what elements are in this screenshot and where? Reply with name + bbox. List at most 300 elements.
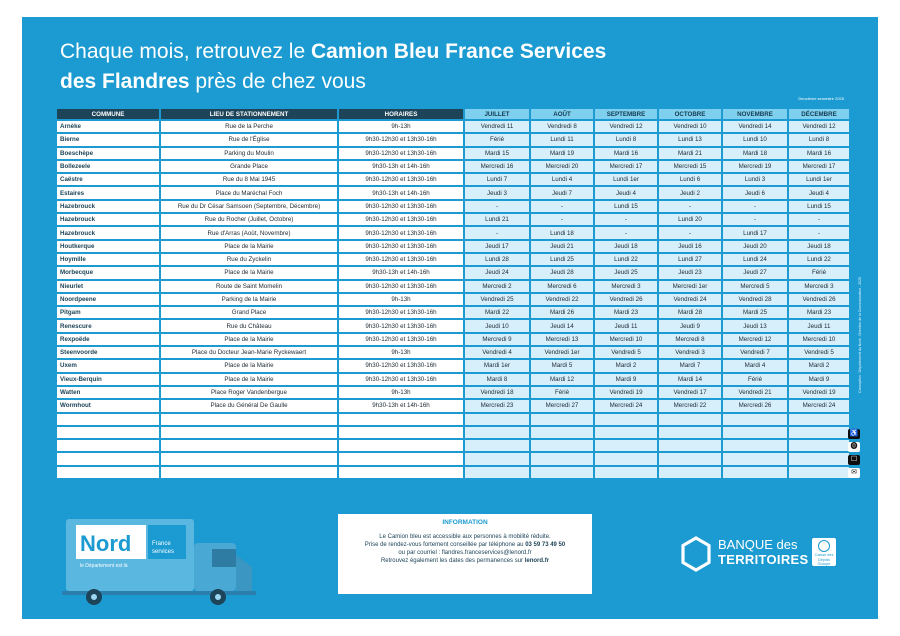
table-row bbox=[57, 214, 849, 225]
column-header: LIEU DE STATIONNEMENT bbox=[161, 109, 337, 119]
empty-cell bbox=[465, 453, 529, 464]
date-cell: Vendredi 19 bbox=[789, 387, 849, 398]
date-cell: Vendredi 17 bbox=[659, 387, 721, 398]
date-cell: - bbox=[659, 201, 721, 212]
hours-cell: 9h30-12h30 et 13h30-16h bbox=[339, 320, 463, 331]
table-row bbox=[57, 334, 849, 345]
empty-cell bbox=[723, 453, 787, 464]
date-cell: Férié bbox=[465, 134, 529, 145]
info-phone-text: Prise de rendez-vous fortement conseillée par téléphone au bbox=[364, 542, 526, 548]
empty-cell bbox=[339, 453, 463, 464]
table-row bbox=[57, 387, 849, 398]
table-row bbox=[57, 360, 849, 371]
title-part-4: près de chez vous bbox=[189, 70, 366, 93]
empty-cell bbox=[789, 453, 849, 464]
date-cell: Vendredi 1er bbox=[531, 347, 593, 358]
location-cell: Rue du Château bbox=[161, 320, 337, 331]
date-cell: Vendredi 19 bbox=[595, 387, 657, 398]
empty-cell bbox=[339, 414, 463, 425]
location-cell: Rue du Zyckelin bbox=[161, 254, 337, 265]
date-cell: Mercredi 9 bbox=[465, 334, 529, 345]
empty-cell bbox=[789, 467, 849, 478]
date-cell: Mercredi 23 bbox=[465, 400, 529, 411]
date-cell: Mercredi 27 bbox=[531, 400, 593, 411]
date-cell: Vendredi 14 bbox=[723, 121, 787, 132]
table-row bbox=[57, 121, 849, 132]
date-cell: Jeudi 14 bbox=[531, 320, 593, 331]
bdt-name bbox=[718, 538, 808, 568]
location-cell: Rue de la Perche bbox=[161, 121, 337, 132]
empty-cell bbox=[531, 427, 593, 438]
date-cell: Lundi 28 bbox=[465, 254, 529, 265]
hexagon-icon bbox=[680, 536, 712, 572]
date-cell: Mercredi 24 bbox=[595, 400, 657, 411]
commune-cell: Estaires bbox=[57, 187, 159, 198]
hours-cell: 9h-13h bbox=[339, 294, 463, 305]
empty-cell bbox=[161, 453, 337, 464]
cdc-label: Caisse des Dépôts Groupe bbox=[814, 553, 834, 566]
date-cell: - bbox=[789, 227, 849, 238]
date-cell: Lundi 21 bbox=[465, 214, 529, 225]
column-header: SEPTEMBRE bbox=[595, 109, 657, 119]
date-cell: Mardi 16 bbox=[595, 148, 657, 159]
commune-cell: Caëstre bbox=[57, 174, 159, 185]
date-cell: Vendredi 12 bbox=[789, 121, 849, 132]
title-part-2: Camion Bleu France Services bbox=[310, 40, 607, 63]
commune-cell: Steenvoorde bbox=[57, 347, 159, 358]
hours-cell: 9h-13h bbox=[339, 121, 463, 132]
date-cell: Mercredi 22 bbox=[659, 400, 721, 411]
empty-cell bbox=[57, 453, 159, 464]
date-cell: Lundi 8 bbox=[595, 134, 657, 145]
empty-cell bbox=[723, 440, 787, 451]
table-row bbox=[57, 307, 849, 318]
location-cell: Rue d'Arras (Août, Novembre) bbox=[161, 227, 337, 238]
date-cell: Férié bbox=[531, 387, 593, 398]
info-website-text: Retrouvez également les dates des permanences sur bbox=[380, 558, 525, 564]
truck-tagline: le Département est là bbox=[80, 563, 128, 569]
date-cell: Mercredi 3 bbox=[789, 281, 849, 292]
date-cell: Jeudi 28 bbox=[531, 267, 593, 278]
empty-cell bbox=[723, 427, 787, 438]
commune-cell: Boeschèpe bbox=[57, 148, 159, 159]
table-row bbox=[57, 374, 849, 385]
date-cell: Mercredi 8 bbox=[659, 334, 721, 345]
date-cell: Mardi 2 bbox=[595, 360, 657, 371]
date-cell: Vendredi 18 bbox=[465, 387, 529, 398]
date-cell: Mercredi 20 bbox=[531, 161, 593, 172]
date-cell: Lundi 15 bbox=[595, 201, 657, 212]
date-cell: Mercredi 1er bbox=[659, 281, 721, 292]
commune-cell: Renescure bbox=[57, 320, 159, 331]
table-row bbox=[57, 161, 849, 172]
date-cell: Jeudi 18 bbox=[595, 241, 657, 252]
column-header: OCTOBRE bbox=[659, 109, 721, 119]
column-header: DÉCEMBRE bbox=[789, 109, 849, 119]
date-cell: Jeudi 4 bbox=[789, 187, 849, 198]
date-cell: - bbox=[723, 214, 787, 225]
date-cell: Jeudi 13 bbox=[723, 320, 787, 331]
date-cell: - bbox=[595, 214, 657, 225]
date-cell: Mardi 7 bbox=[659, 360, 721, 371]
column-header: AOÛT bbox=[531, 109, 593, 119]
date-cell: - bbox=[465, 227, 529, 238]
date-cell: Jeudi 25 bbox=[595, 267, 657, 278]
hours-cell: 9h30-13h et 14h-16h bbox=[339, 161, 463, 172]
date-cell: Vendredi 12 bbox=[595, 121, 657, 132]
date-cell: Jeudi 3 bbox=[465, 187, 529, 198]
location-cell: Route de Saint Momelin bbox=[161, 281, 337, 292]
bdt-des: des bbox=[776, 537, 798, 552]
date-cell: Lundi 3 bbox=[723, 174, 787, 185]
table-row bbox=[57, 134, 849, 145]
date-cell: Mercredi 19 bbox=[723, 161, 787, 172]
date-cell: Jeudi 23 bbox=[659, 267, 721, 278]
empty-cell bbox=[789, 440, 849, 451]
empty-cell bbox=[465, 467, 529, 478]
commune-cell: Hazebrouck bbox=[57, 201, 159, 212]
date-cell: Mercredi 10 bbox=[595, 334, 657, 345]
location-cell: Grand Place bbox=[161, 307, 337, 318]
date-cell: Jeudi 10 bbox=[465, 320, 529, 331]
title-part-3: des Flandres bbox=[60, 70, 190, 93]
location-cell: Place du Docteur Jean-Marie Ryckewaert bbox=[161, 347, 337, 358]
cdc-circle-icon bbox=[818, 540, 830, 552]
date-cell: Mercredi 15 bbox=[659, 161, 721, 172]
location-cell: Place de la Mairie bbox=[161, 334, 337, 345]
date-cell: Mercredi 2 bbox=[465, 281, 529, 292]
bdt-banque: BANQUE bbox=[718, 537, 773, 552]
date-cell: Vendredi 28 bbox=[723, 294, 787, 305]
empty-row bbox=[57, 427, 849, 438]
info-heading: INFORMATION bbox=[442, 519, 488, 526]
info-website-line bbox=[338, 557, 592, 565]
table-row bbox=[57, 227, 849, 238]
empty-cell bbox=[161, 427, 337, 438]
table-row bbox=[57, 241, 849, 252]
date-cell: Lundi 27 bbox=[659, 254, 721, 265]
date-cell: Jeudi 24 bbox=[465, 267, 529, 278]
date-cell: Jeudi 11 bbox=[595, 320, 657, 331]
semester-label: Deuxième semestre 2025 bbox=[798, 96, 844, 101]
table-row bbox=[57, 254, 849, 265]
empty-cell bbox=[659, 440, 721, 451]
info-icon: ⓿ bbox=[848, 442, 860, 452]
accessibility-badges bbox=[848, 429, 860, 481]
date-cell: Jeudi 7 bbox=[531, 187, 593, 198]
date-cell: Mardi 23 bbox=[595, 307, 657, 318]
location-cell: Place du Général De Gaulle bbox=[161, 400, 337, 411]
date-cell: Mercredi 6 bbox=[531, 281, 593, 292]
table-row bbox=[57, 294, 849, 305]
truck-illustration bbox=[62, 515, 272, 607]
date-cell: Vendredi 7 bbox=[723, 347, 787, 358]
hours-cell: 9h-13h bbox=[339, 387, 463, 398]
empty-cell bbox=[57, 440, 159, 451]
banque-des-territoires-logo bbox=[680, 536, 870, 576]
column-header: HORAIRES bbox=[339, 109, 463, 119]
commune-cell: Nieurlet bbox=[57, 281, 159, 292]
date-cell: Lundi 18 bbox=[531, 227, 593, 238]
info-phone-line bbox=[338, 541, 592, 549]
date-cell: Lundi 7 bbox=[465, 174, 529, 185]
date-cell: Lundi 17 bbox=[723, 227, 787, 238]
date-cell: Jeudi 2 bbox=[659, 187, 721, 198]
empty-cell bbox=[723, 467, 787, 478]
date-cell: Vendredi 3 bbox=[659, 347, 721, 358]
commune-cell: Watten bbox=[57, 387, 159, 398]
hours-cell: 9h30-12h30 et 13h30-16h bbox=[339, 360, 463, 371]
tablet-icon: ☐ bbox=[848, 455, 860, 465]
table-header-row bbox=[57, 109, 849, 119]
empty-cell bbox=[531, 440, 593, 451]
cdc-logo bbox=[812, 538, 836, 566]
table-row bbox=[57, 281, 849, 292]
empty-cell bbox=[789, 427, 849, 438]
table-row bbox=[57, 148, 849, 159]
info-accessibility: Le Camion bleu est accessible aux personnes à mobilité réduite. bbox=[379, 534, 551, 540]
hours-cell: 9h30-12h30 et 13h30-16h bbox=[339, 254, 463, 265]
commune-cell: Hazebrouck bbox=[57, 214, 159, 225]
date-cell: Vendredi 5 bbox=[789, 347, 849, 358]
date-cell: Mardi 14 bbox=[659, 374, 721, 385]
date-cell: Vendredi 26 bbox=[789, 294, 849, 305]
empty-row bbox=[57, 414, 849, 425]
empty-cell bbox=[339, 440, 463, 451]
date-cell: Lundi 20 bbox=[659, 214, 721, 225]
credits-text: Conception : Département du Nord - Direction de la Communication - 2025 bbox=[858, 277, 862, 393]
date-cell: Lundi 22 bbox=[595, 254, 657, 265]
date-cell: Lundi 1er bbox=[595, 174, 657, 185]
date-cell: Vendredi 8 bbox=[531, 121, 593, 132]
location-cell: Rue du Rocher (Juillet, Octobre) bbox=[161, 214, 337, 225]
date-cell: Lundi 15 bbox=[789, 201, 849, 212]
empty-cell bbox=[659, 453, 721, 464]
commune-cell: Hoymille bbox=[57, 254, 159, 265]
location-cell: Place de la Mairie bbox=[161, 360, 337, 371]
commune-cell: Noordpeene bbox=[57, 294, 159, 305]
empty-row bbox=[57, 467, 849, 478]
empty-cell bbox=[161, 467, 337, 478]
commune-cell: Wormhout bbox=[57, 400, 159, 411]
empty-cell bbox=[465, 427, 529, 438]
empty-cell bbox=[659, 467, 721, 478]
commune-cell: Bierne bbox=[57, 134, 159, 145]
date-cell: Mardi 9 bbox=[595, 374, 657, 385]
date-cell: Mercredi 10 bbox=[789, 334, 849, 345]
date-cell: - bbox=[531, 214, 593, 225]
column-header: COMMUNE bbox=[57, 109, 159, 119]
commune-cell: Rexpoëde bbox=[57, 334, 159, 345]
empty-cell bbox=[465, 440, 529, 451]
date-cell: Jeudi 16 bbox=[659, 241, 721, 252]
table-row bbox=[57, 347, 849, 358]
hours-cell: 9h30-12h30 et 13h30-16h bbox=[339, 201, 463, 212]
empty-cell bbox=[789, 414, 849, 425]
empty-cell bbox=[723, 414, 787, 425]
commune-cell: Pitgam bbox=[57, 307, 159, 318]
location-cell: Place de la Mairie bbox=[161, 267, 337, 278]
date-cell: Lundi 22 bbox=[789, 254, 849, 265]
date-cell: Mercredi 24 bbox=[789, 400, 849, 411]
empty-cell bbox=[595, 427, 657, 438]
mail-icon: ✉ bbox=[848, 468, 860, 478]
date-cell: - bbox=[723, 201, 787, 212]
date-cell: Mardi 8 bbox=[465, 374, 529, 385]
empty-row bbox=[57, 453, 849, 464]
date-cell: Vendredi 21 bbox=[723, 387, 787, 398]
empty-cell bbox=[595, 414, 657, 425]
empty-row bbox=[57, 440, 849, 451]
hours-cell: 9h30-12h30 et 13h30-16h bbox=[339, 148, 463, 159]
date-cell: Mardi 5 bbox=[531, 360, 593, 371]
empty-cell bbox=[57, 427, 159, 438]
date-cell: Mardi 23 bbox=[789, 307, 849, 318]
location-cell: Rue du 8 Mai 1945 bbox=[161, 174, 337, 185]
date-cell: Lundi 4 bbox=[531, 174, 593, 185]
info-email-line[interactable]: ou par courriel : flandres.franceservices@lenord.fr bbox=[398, 550, 532, 556]
hours-cell: 9h30-12h30 et 13h30-16h bbox=[339, 134, 463, 145]
date-cell: Mercredi 3 bbox=[595, 281, 657, 292]
table-row bbox=[57, 400, 849, 411]
poster bbox=[22, 17, 878, 619]
commune-cell: Arnèke bbox=[57, 121, 159, 132]
commune-cell: Uxem bbox=[57, 360, 159, 371]
date-cell: Mardi 1er bbox=[465, 360, 529, 371]
date-cell: Mercredi 13 bbox=[531, 334, 593, 345]
date-cell: Jeudi 21 bbox=[531, 241, 593, 252]
title-part-1: Chaque mois, retrouvez le bbox=[60, 40, 311, 63]
hours-cell: 9h30-12h30 et 13h30-16h bbox=[339, 334, 463, 345]
date-cell: Mardi 26 bbox=[531, 307, 593, 318]
location-cell: Parking du Moulin bbox=[161, 148, 337, 159]
location-cell: Parking de la Mairie bbox=[161, 294, 337, 305]
date-cell: Lundi 13 bbox=[659, 134, 721, 145]
truck-service-2: services bbox=[152, 549, 175, 555]
truck-brand: Nord bbox=[80, 531, 132, 556]
date-cell: Vendredi 4 bbox=[465, 347, 529, 358]
date-cell: Lundi 24 bbox=[723, 254, 787, 265]
info-phone[interactable]: 03 59 73 49 50 bbox=[525, 542, 566, 548]
information-box bbox=[338, 514, 592, 594]
date-cell: Jeudi 6 bbox=[723, 187, 787, 198]
location-cell: Rue du Dr César Samsoen (Septembre, Décembre) bbox=[161, 201, 337, 212]
date-cell: Lundi 8 bbox=[789, 134, 849, 145]
empty-cell bbox=[531, 453, 593, 464]
hours-cell: 9h30-12h30 et 13h30-16h bbox=[339, 307, 463, 318]
date-cell: Lundi 25 bbox=[531, 254, 593, 265]
date-cell: Férié bbox=[789, 267, 849, 278]
date-cell: Mardi 25 bbox=[723, 307, 787, 318]
wheelchair-icon: ♿ bbox=[849, 430, 859, 437]
date-cell: Jeudi 4 bbox=[595, 187, 657, 198]
date-cell: Vendredi 26 bbox=[595, 294, 657, 305]
empty-cell bbox=[339, 467, 463, 478]
empty-cell bbox=[57, 467, 159, 478]
bdt-territoires: TERRITOIRES bbox=[718, 552, 809, 567]
date-cell: Mercredi 12 bbox=[723, 334, 787, 345]
date-cell: Jeudi 11 bbox=[789, 320, 849, 331]
date-cell: Jeudi 27 bbox=[723, 267, 787, 278]
date-cell: Mardi 21 bbox=[659, 148, 721, 159]
location-cell: Rue de l'Église bbox=[161, 134, 337, 145]
date-cell: Vendredi 11 bbox=[465, 121, 529, 132]
date-cell: Lundi 1er bbox=[789, 174, 849, 185]
date-cell: Mercredi 17 bbox=[789, 161, 849, 172]
commune-cell: Houtkerque bbox=[57, 241, 159, 252]
table-row bbox=[57, 267, 849, 278]
date-cell: Férié bbox=[723, 374, 787, 385]
date-cell: Mardi 15 bbox=[465, 148, 529, 159]
location-cell: Place de la Mairie bbox=[161, 241, 337, 252]
date-cell: Lundi 10 bbox=[723, 134, 787, 145]
hours-cell: 9h30-12h30 et 13h30-16h bbox=[339, 227, 463, 238]
date-cell: Vendredi 22 bbox=[531, 294, 593, 305]
date-cell: - bbox=[789, 214, 849, 225]
date-cell: Vendredi 10 bbox=[659, 121, 721, 132]
empty-cell bbox=[659, 414, 721, 425]
date-cell: Vendredi 5 bbox=[595, 347, 657, 358]
date-cell: Mardi 4 bbox=[723, 360, 787, 371]
empty-cell bbox=[595, 467, 657, 478]
date-cell: Jeudi 18 bbox=[789, 241, 849, 252]
date-cell: Mercredi 26 bbox=[723, 400, 787, 411]
date-cell: Mercredi 17 bbox=[595, 161, 657, 172]
date-cell: - bbox=[465, 201, 529, 212]
hours-cell: 9h30-13h et 14h-16h bbox=[339, 400, 463, 411]
date-cell: Mardi 16 bbox=[789, 148, 849, 159]
date-cell: Mardi 22 bbox=[465, 307, 529, 318]
hours-cell: 9h30-12h30 et 13h30-16h bbox=[339, 281, 463, 292]
date-cell: Mercredi 16 bbox=[465, 161, 529, 172]
empty-cell bbox=[161, 440, 337, 451]
date-cell: Vendredi 25 bbox=[465, 294, 529, 305]
empty-cell bbox=[595, 440, 657, 451]
empty-cell bbox=[531, 467, 593, 478]
date-cell: Vendredi 24 bbox=[659, 294, 721, 305]
date-cell: Mardi 2 bbox=[789, 360, 849, 371]
hours-cell: 9h30-12h30 et 13h30-16h bbox=[339, 214, 463, 225]
empty-cell bbox=[465, 414, 529, 425]
table-body bbox=[57, 121, 849, 478]
date-cell: - bbox=[659, 227, 721, 238]
table-row bbox=[57, 187, 849, 198]
location-cell: Place Roger Vandenbergue bbox=[161, 387, 337, 398]
date-cell: Jeudi 17 bbox=[465, 241, 529, 252]
column-header: NOVEMBRE bbox=[723, 109, 787, 119]
date-cell: Lundi 11 bbox=[531, 134, 593, 145]
date-cell: Mardi 9 bbox=[789, 374, 849, 385]
empty-cell bbox=[161, 414, 337, 425]
empty-cell bbox=[595, 453, 657, 464]
date-cell: Mardi 12 bbox=[531, 374, 593, 385]
column-header: JUILLET bbox=[465, 109, 529, 119]
date-cell: Jeudi 9 bbox=[659, 320, 721, 331]
schedule-table bbox=[55, 107, 851, 480]
date-cell: Jeudi 20 bbox=[723, 241, 787, 252]
truck-service-1: France bbox=[152, 541, 171, 547]
empty-cell bbox=[339, 427, 463, 438]
location-cell: Place du Maréchal Foch bbox=[161, 187, 337, 198]
hours-cell: 9h30-12h30 et 13h30-16h bbox=[339, 374, 463, 385]
date-cell: Mardi 19 bbox=[531, 148, 593, 159]
hours-cell: 9h30-12h30 et 13h30-16h bbox=[339, 174, 463, 185]
info-website[interactable]: lenord.fr bbox=[524, 558, 550, 564]
commune-cell: Hazebrouck bbox=[57, 227, 159, 238]
location-cell: Grande Place bbox=[161, 161, 337, 172]
date-cell: - bbox=[531, 201, 593, 212]
hours-cell: 9h-13h bbox=[339, 347, 463, 358]
